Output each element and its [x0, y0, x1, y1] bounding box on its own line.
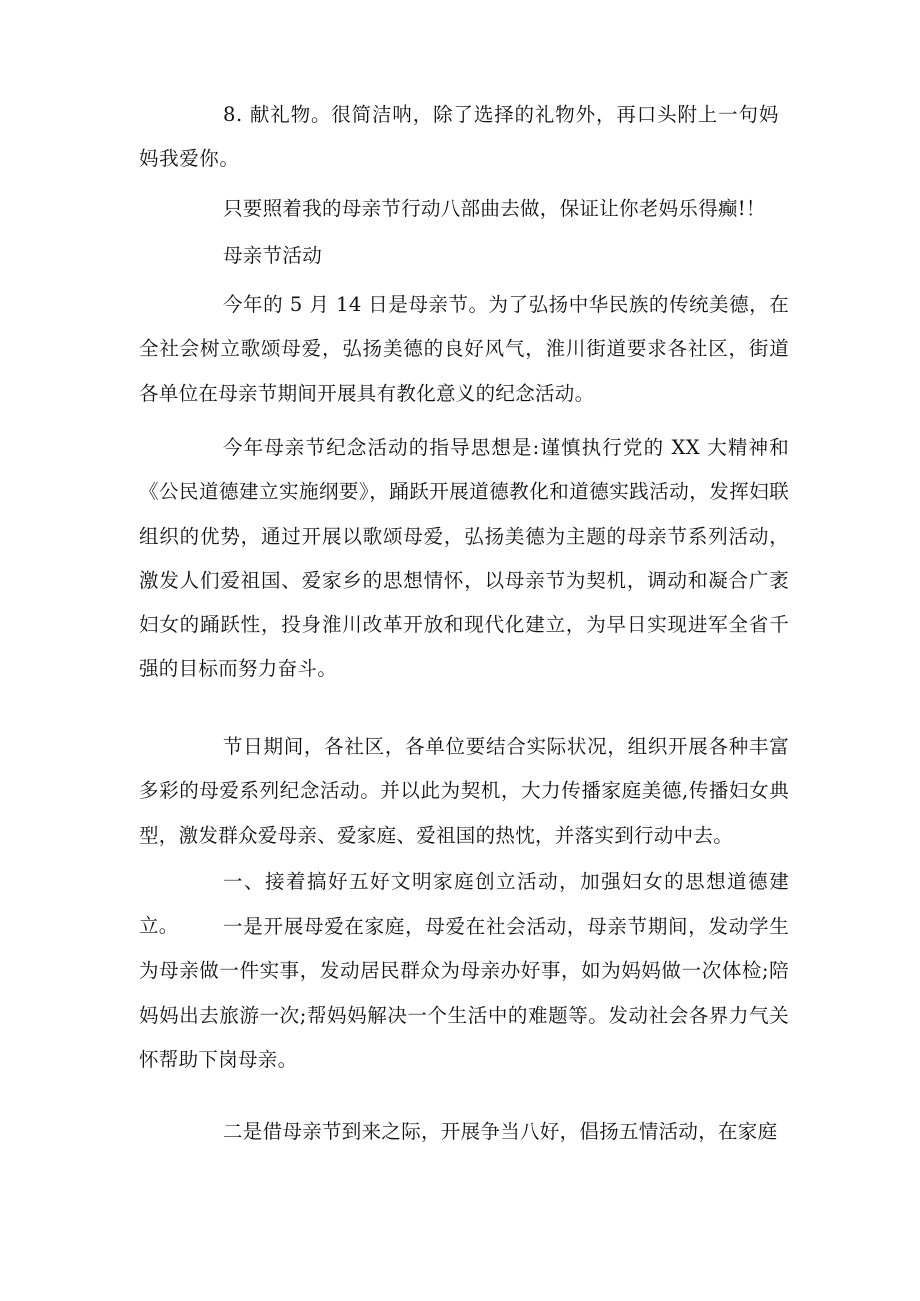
- paragraph-first-activity: 一是开展母爱在家庭，母爱在社会活动，母亲节期间，发动学生为母亲做一件实事，发动居民群众为母亲办好事，如为妈妈做一次体检;陪妈妈出去旅游一次;帮妈妈解决一个生活中的难题等。发动社会各界力气关怀帮助下岗母亲。: [139, 915, 789, 1071]
- paragraph-introduction: 今年的 5 月 14 日是母亲节。为了弘扬中华民族的传统美德，在全社会树立歌颂母爱，弘扬美德的良好风气，淮川街道要求各社区，街道各单位在母亲节期间开展具有教化意义的纪念活动。: [139, 293, 789, 405]
- paragraph-gift-tip: 8. 献礼物。很简洁呐，除了选择的礼物外，再口头附上一句妈妈我爱你。: [139, 103, 779, 171]
- paragraph-second-activity: 二是借母亲节到来之际，开展争当八好，倡扬五情活动，在家庭: [223, 1120, 778, 1143]
- paragraph-guiding-thought: 今年母亲节纪念活动的指导思想是:谨慎执行党的 XX 大精神和《公民道德建立实施纲要》，踊跃开展道德教化和道德实践活动，发挥妇联组织的优势，通过开展以歌颂母爱，弘扬美德为主题的母亲节系列活动，激发人们爱祖国、爱家乡的思想情怀，以母亲节为契机，调动和凝合广袤妇女的踊跃性，投身淮川改革开放和现代化建立，为早日实现进军全省千强的目标而努力奋斗。: [139, 436, 789, 681]
- paragraph-holiday-period: 节日期间，各社区，各单位要结合实际状况，组织开展各种丰富多彩的母爱系列纪念活动。并以此为契机，大力传播家庭美德,传播妇女典型，激发群众爱母亲、爱家庭、爱祖国的热忱，并落实到行动中去。: [139, 735, 789, 847]
- paragraph-follow-steps: 只要照着我的母亲节行动八部曲去做，保证让你老妈乐得癫!！: [223, 197, 766, 220]
- section-heading-mothers-day-activity: 母亲节活动: [223, 244, 323, 267]
- paragraph-item-one-heading: 一、接着搞好五好文明家庭创立活动，加强妇女的思想道德建立。: [139, 870, 789, 938]
